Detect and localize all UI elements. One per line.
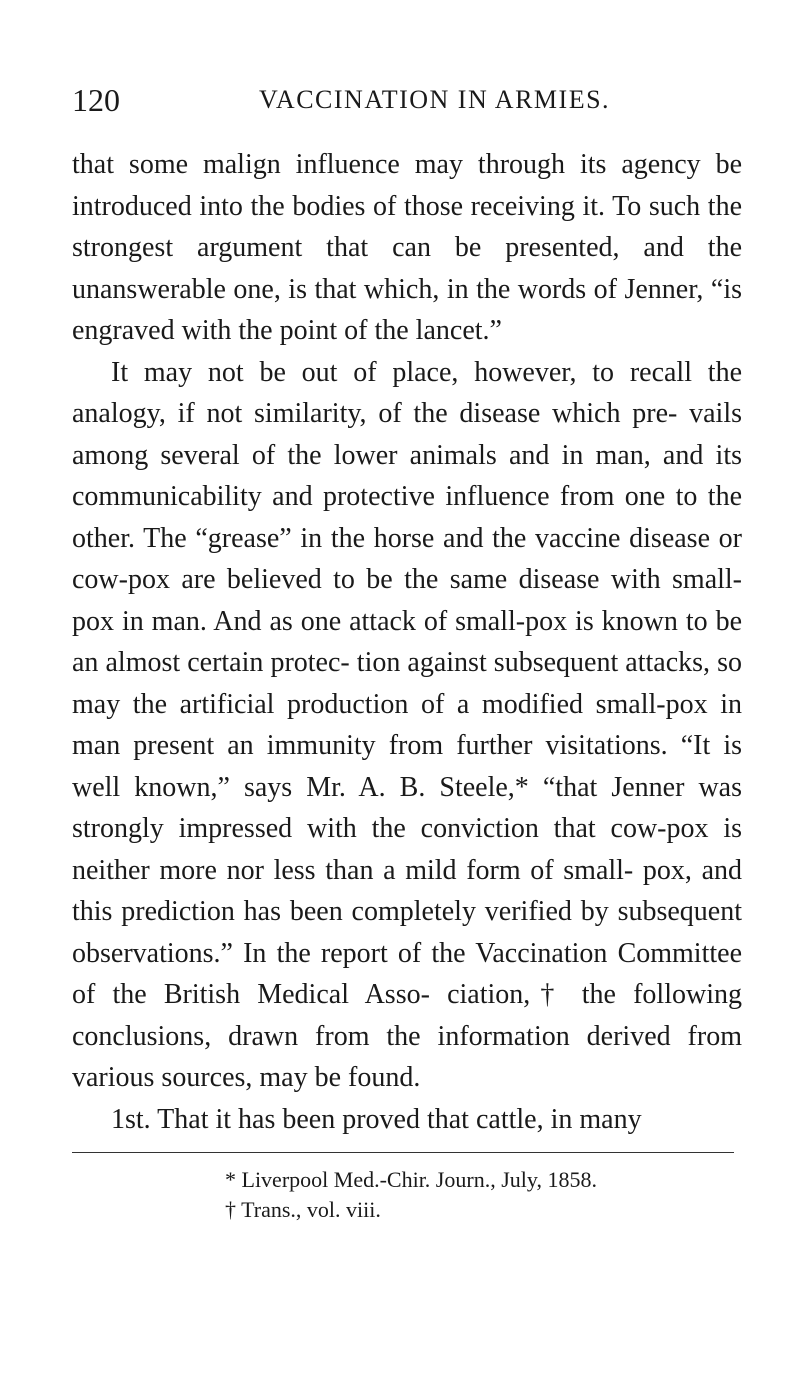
book-page: [72, 78, 742, 1225]
running-title: VACCINATION IN ARMIES.: [259, 85, 611, 114]
footnote-divider: [72, 1152, 734, 1153]
paragraph-continued: that some malign influence may through its agency be introduced into the bodies of those receiving it. To such the strongest argument that can be presented, and the unanswerable one, is that which, in the words of Jenner, “is engraved with the point of the lancet.”: [72, 149, 742, 346]
paragraph-first-conclusion: 1st. That it has been proved that cattle, in many: [111, 1103, 642, 1135]
paragraph-analogy: It may not be out of place, however, to recall the analogy, if not similarity, of the disease which pre- vails among several of the lower animals and in man, and its communicability and protective influence from one to the other. The “grease” in the horse and the vaccine disease or cow-pox are believed to be the same disease with small-pox in man. And as one attack of small-pox is known to be an almost certain protec- tion against subsequent attacks, so may the artificial production of a modified small-pox in man present an immunity from further visitations. “It is well known,” says Mr. A. B. Steele,* “that Jenner was strongly impressed with the conviction that cow-pox is neither more nor less than a mild form of small- pox, and this prediction has been completely verified by subsequent observations.” In the report of the Vaccination Committee of the British Medical Asso- ciation,† the following conclusions, drawn from the information derived from various sources, may be found.: [72, 356, 742, 1093]
footnotes: [72, 1165, 742, 1225]
footnote-2: † Trans., vol. viii.: [225, 1197, 381, 1222]
footnote-1: * Liverpool Med.-Chir. Journ., July, 1858.: [225, 1167, 597, 1192]
page-header: [72, 78, 742, 122]
page-number: 120: [72, 82, 120, 118]
body-text: [72, 144, 742, 1140]
